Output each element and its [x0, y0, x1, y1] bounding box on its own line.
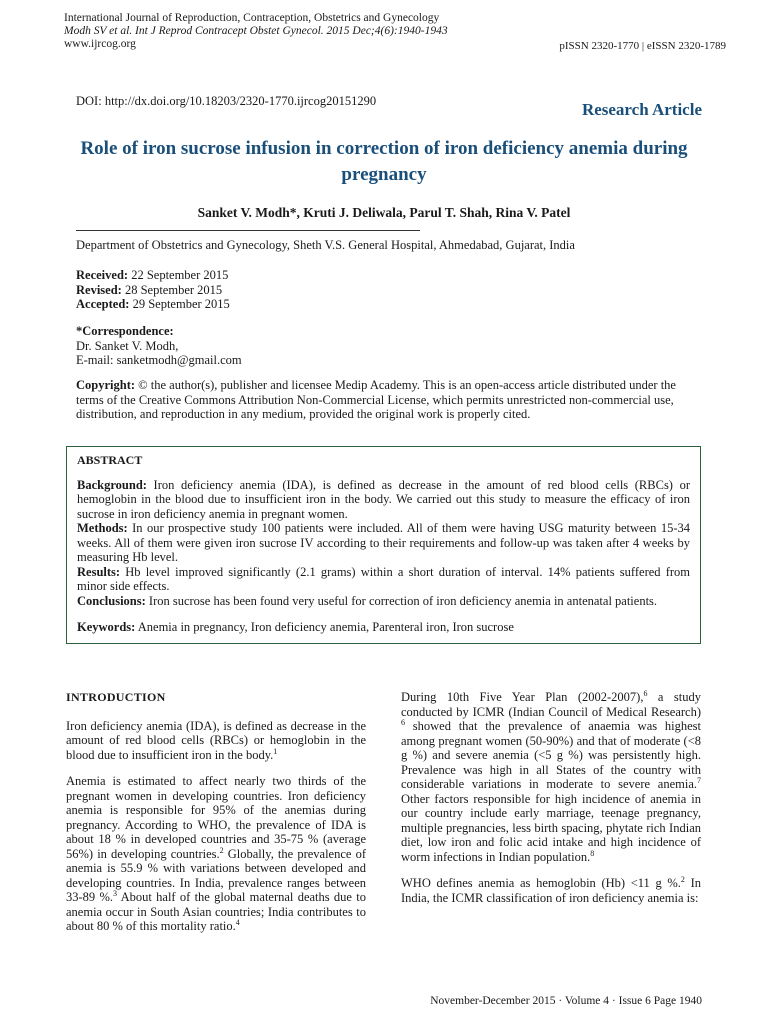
left-column — [66, 690, 366, 946]
revised-date: 28 September 2015 — [121, 282, 223, 297]
citation-ref[interactable]: 3 — [113, 888, 117, 898]
journal-website[interactable]: www.ijrcog.org — [64, 38, 136, 50]
abstract-box — [66, 446, 701, 644]
article-type: Research Article — [581, 100, 702, 119]
keywords-label: Keywords: — [77, 620, 136, 634]
methods-label: Methods: — [77, 521, 128, 535]
background-text: Iron deficiency anemia (IDA), is defined as decrease in the amount of red blood cells (RBCs) or hemoglobin in the blood due to insufficient iron in the body. We carried out this study to measure the efficacy of iron sucrose in iron deficiency anemia in pregnant women. — [77, 477, 690, 521]
introduction-heading: INTRODUCTION — [66, 690, 166, 704]
divider — [76, 230, 420, 231]
citation-ref[interactable]: 2 — [680, 874, 685, 884]
intro-paragraph-4: WHO defines anemia as hemoglobin (Hb) <11 g %.$^2$ In India, the ICMR classification of iron deficiency anemia is: — [401, 874, 701, 905]
intro-paragraph-1: Iron deficiency anemia (IDA), is defined as decrease in the amount of red blood cells (RBCs) or hemoglobin in the blood due to insufficient iron in the body.$^1$ — [66, 718, 366, 762]
accepted-label: Accepted: — [76, 297, 130, 311]
copyright-notice — [76, 378, 706, 422]
citation-ref[interactable]: 4 — [235, 917, 240, 927]
revised-label: Revised: — [76, 282, 122, 297]
citation-ref[interactable]: 1 — [273, 746, 278, 756]
accepted-date: 29 September 2015 — [129, 297, 230, 311]
citation-ref[interactable]: 7 — [697, 775, 701, 785]
citation-ref[interactable]: 8 — [590, 848, 595, 858]
citation-ref[interactable]: 2 — [219, 845, 224, 855]
journal-header — [64, 12, 448, 51]
affiliation: Department of Obstetrics and Gynecology, Sheth V.S. General Hospital, Ahmedabad, Gujarat, India — [76, 238, 575, 252]
citation-ref[interactable]: 6 — [401, 717, 405, 727]
keywords-text: Anemia in pregnancy, Iron deficiency anemia, Parenteral iron, Iron sucrose — [135, 620, 514, 634]
right-column — [401, 690, 701, 917]
conclusions-label: Conclusions: — [77, 593, 146, 608]
received-date: 22 September 2015 — [128, 268, 229, 282]
copyright-label: Copyright: — [76, 378, 136, 392]
background-label: Background: — [77, 477, 147, 492]
abstract-heading: ABSTRACT — [77, 453, 143, 467]
journal-name: International Journal of Reproduction, Contraception, Obstetrics and Gynecology — [64, 12, 440, 24]
intro-paragraph-3: During 10th Five Year Plan (2002-2007),$^6$ a study conducted by ICMR (Indian Council of Medical Research) $^6$ showed that the prevalence of anaemia was highest among pregnant women (50-90%) and that of moderate (<8 g %) and severe anemia (<5 g %) was persistently high. Prevalence was high in all States of the country with considerable variations in moderate to severe anemia.$^7$ Other factors responsible for high incidence of anemia in our country include early marriage, teenage pregnancy, multiple pregnancies, less birth spacing, phytate rich Indian diet, low iron and folic acid intake and high incidence of worm infections in Indian population.$^8$ — [401, 688, 702, 864]
journal-citation: Modh SV et al. Int J Reprod Contracept Obstet Gynecol. 2015 Dec;4(6):1940-1943 — [64, 25, 448, 37]
citation-ref[interactable]: 6 — [643, 688, 648, 698]
author-list: Sanket V. Modh*, Kruti J. Deliwala, Parul T. Shah, Rina V. Patel — [197, 205, 571, 220]
received-label: Received: — [76, 268, 129, 282]
article-title: Role of iron sucrose infusion in correction of iron deficiency anemia during pregnancy — [80, 138, 688, 185]
correspondence-name: Dr. Sanket V. Modh, — [76, 338, 179, 353]
correspondence-email[interactable]: E-mail: sanketmodh@gmail.com — [76, 353, 242, 367]
copyright-text: © the author(s), publisher and licensee Medip Academy. This is an open-access article distributed under the terms of the Creative Commons Attribution Non-Commercial License, which permits unrestricted non-commercial use, distribution, and reproduction in any medium, provided the original work is properly cited. — [76, 378, 676, 421]
doi-link[interactable]: DOI: http://dx.doi.org/10.18203/2320-1770.ijrcog20151290 — [76, 94, 377, 108]
page-footer: November-December 2015 · Volume 4 · Issue 6 Page 1940 — [430, 995, 702, 1007]
results-label: Results: — [77, 564, 121, 579]
correspondence-label: *Correspondence: — [76, 324, 174, 338]
correspondence — [76, 324, 706, 368]
results-text: Hb level improved significantly (2.1 grams) within a short duration of interval. 14% patients suffered from minor side effects. — [77, 564, 690, 593]
conclusions-text: Iron sucrose has been found very useful for correction of iron deficiency anemia in antenatal patients. — [145, 593, 658, 608]
issn-line: pISSN 2320-1770 | eISSN 2320-1789 — [559, 40, 726, 52]
methods-text: In our prospective study 100 patients were included. All of them were having USG maturity between 15-34 weeks. All of them were given iron sucrose IV according to their requirements and follow-up was taken after 4 weeks by measuring Hb level. — [77, 521, 690, 564]
article-dates — [76, 268, 706, 312]
intro-paragraph-2: Anemia is estimated to affect nearly two thirds of the pregnant women in developing countries. Iron deficiency anemia is responsible for 95% of the anemias during pregnancy. According to WHO, the prevalence of IDA is about 18 % in developed countries and 35-75 % (average 56%) in developing countries.$^2$ Globally, the prevalence of anemia is 55.9 % with variations between developed and developing countries. In India, prevalence ranges between 33-89 %.$^3$ About half of the global maternal deaths due to anemia occur in South Asian countries; India contributes to about 80 % of this mortality ratio.$^4$ — [66, 774, 366, 933]
